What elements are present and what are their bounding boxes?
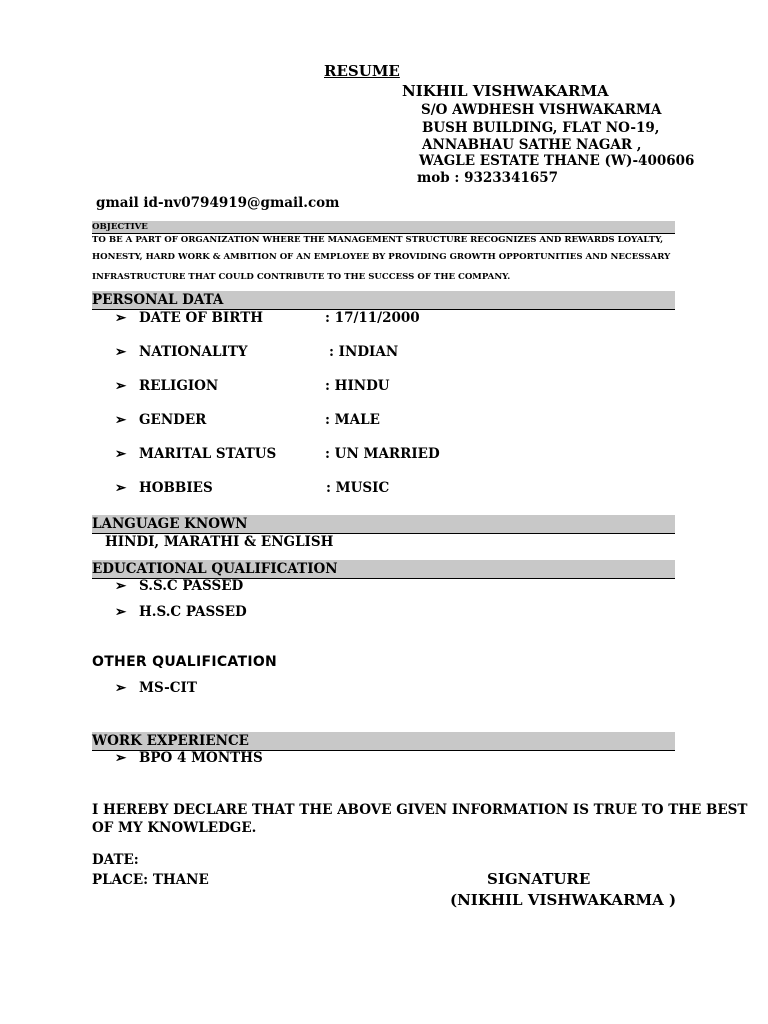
arrow-bullet-icon: ➢ — [115, 344, 127, 360]
mobile-number: mob : 9323341657 — [417, 170, 559, 186]
address-line-area: ANNABHAU SATHE NAGAR , — [422, 137, 642, 153]
language-heading-bar — [92, 515, 675, 534]
arrow-bullet-icon: ➢ — [115, 604, 127, 620]
other-qualification-heading: OTHER QUALIFICATION — [92, 654, 278, 670]
declaration-line: I HEREBY DECLARE THAT THE ABOVE GIVEN INFORMATION IS TRUE TO THE BEST — [92, 802, 748, 818]
objective-line: INFRASTRUCTURE THAT COULD CONTRIBUTE TO THE SUCCESS OF THE COMPANY. — [92, 272, 511, 282]
education-heading-bar — [92, 560, 675, 579]
language-heading: LANGUAGE KNOWN — [92, 516, 248, 532]
arrow-bullet-icon: ➢ — [115, 446, 127, 462]
objective-line: HONESTY, HARD WORK & AMBITION OF AN EMPLOYEE BY PROVIDING GROWTH OPPORTUNITIES AND NECESSARY — [92, 252, 671, 262]
other-qualification-label: MS-CIT — [139, 680, 197, 696]
work-heading-bar — [92, 732, 675, 751]
gender-value: : MALE — [325, 412, 380, 428]
email-address: gmail id-nv0794919@gmail.com — [96, 195, 340, 211]
arrow-bullet-icon: ➢ — [115, 480, 127, 496]
education-item-label: H.S.C PASSED — [139, 604, 247, 620]
work-item-label: BPO 4 MONTHS — [139, 750, 263, 766]
languages-list: HINDI, MARATHI & ENGLISH — [105, 534, 334, 550]
hobbies-label: HOBBIES — [139, 480, 213, 496]
signature-label: SIGNATURE — [487, 870, 591, 888]
marital-status-label: MARITAL STATUS — [139, 446, 277, 462]
address-line-father: S/O AWDHESH VISHWAKARMA — [421, 102, 662, 118]
resume-title: RESUME — [324, 62, 400, 80]
education-item-label: S.S.C PASSED — [139, 578, 244, 594]
work-heading: WORK EXPERIENCE — [92, 733, 249, 749]
arrow-bullet-icon: ➢ — [115, 680, 127, 696]
personal-data-heading-bar — [92, 291, 675, 310]
date-label: DATE: — [92, 852, 139, 868]
dob-value: : 17/11/2000 — [325, 310, 420, 326]
arrow-bullet-icon: ➢ — [115, 378, 127, 394]
address-line-city: WAGLE ESTATE THANE (W)-400606 — [419, 153, 695, 169]
candidate-name: NIKHIL VISHWAKARMA — [402, 82, 609, 100]
education-heading: EDUCATIONAL QUALIFICATION — [92, 561, 338, 577]
personal-data-heading: PERSONAL DATA — [92, 292, 224, 308]
address-line-building: BUSH BUILDING, FLAT NO-19, — [422, 120, 660, 136]
arrow-bullet-icon: ➢ — [115, 412, 127, 428]
religion-label: RELIGION — [139, 378, 219, 394]
signature-name: (NIKHIL VISHWAKARMA ) — [450, 891, 677, 909]
marital-status-value: : UN MARRIED — [325, 446, 440, 462]
nationality-label: NATIONALITY — [139, 344, 248, 360]
religion-value: : HINDU — [325, 378, 390, 394]
objective-heading: OBJECTIVE — [92, 222, 148, 232]
arrow-bullet-icon: ➢ — [115, 310, 127, 326]
objective-heading-bar — [92, 221, 675, 234]
declaration-line: OF MY KNOWLEDGE. — [92, 820, 257, 836]
arrow-bullet-icon: ➢ — [115, 750, 127, 766]
hobbies-value: : MUSIC — [326, 480, 390, 496]
gender-label: GENDER — [139, 412, 207, 428]
objective-line: TO BE A PART OF ORGANIZATION WHERE THE MANAGEMENT STRUCTURE RECOGNIZES AND REWARDS LOYALTY, — [92, 235, 664, 245]
dob-label: DATE OF BIRTH — [139, 310, 264, 326]
place-label: PLACE: THANE — [92, 872, 209, 888]
nationality-value: : INDIAN — [329, 344, 399, 360]
arrow-bullet-icon: ➢ — [115, 578, 127, 594]
